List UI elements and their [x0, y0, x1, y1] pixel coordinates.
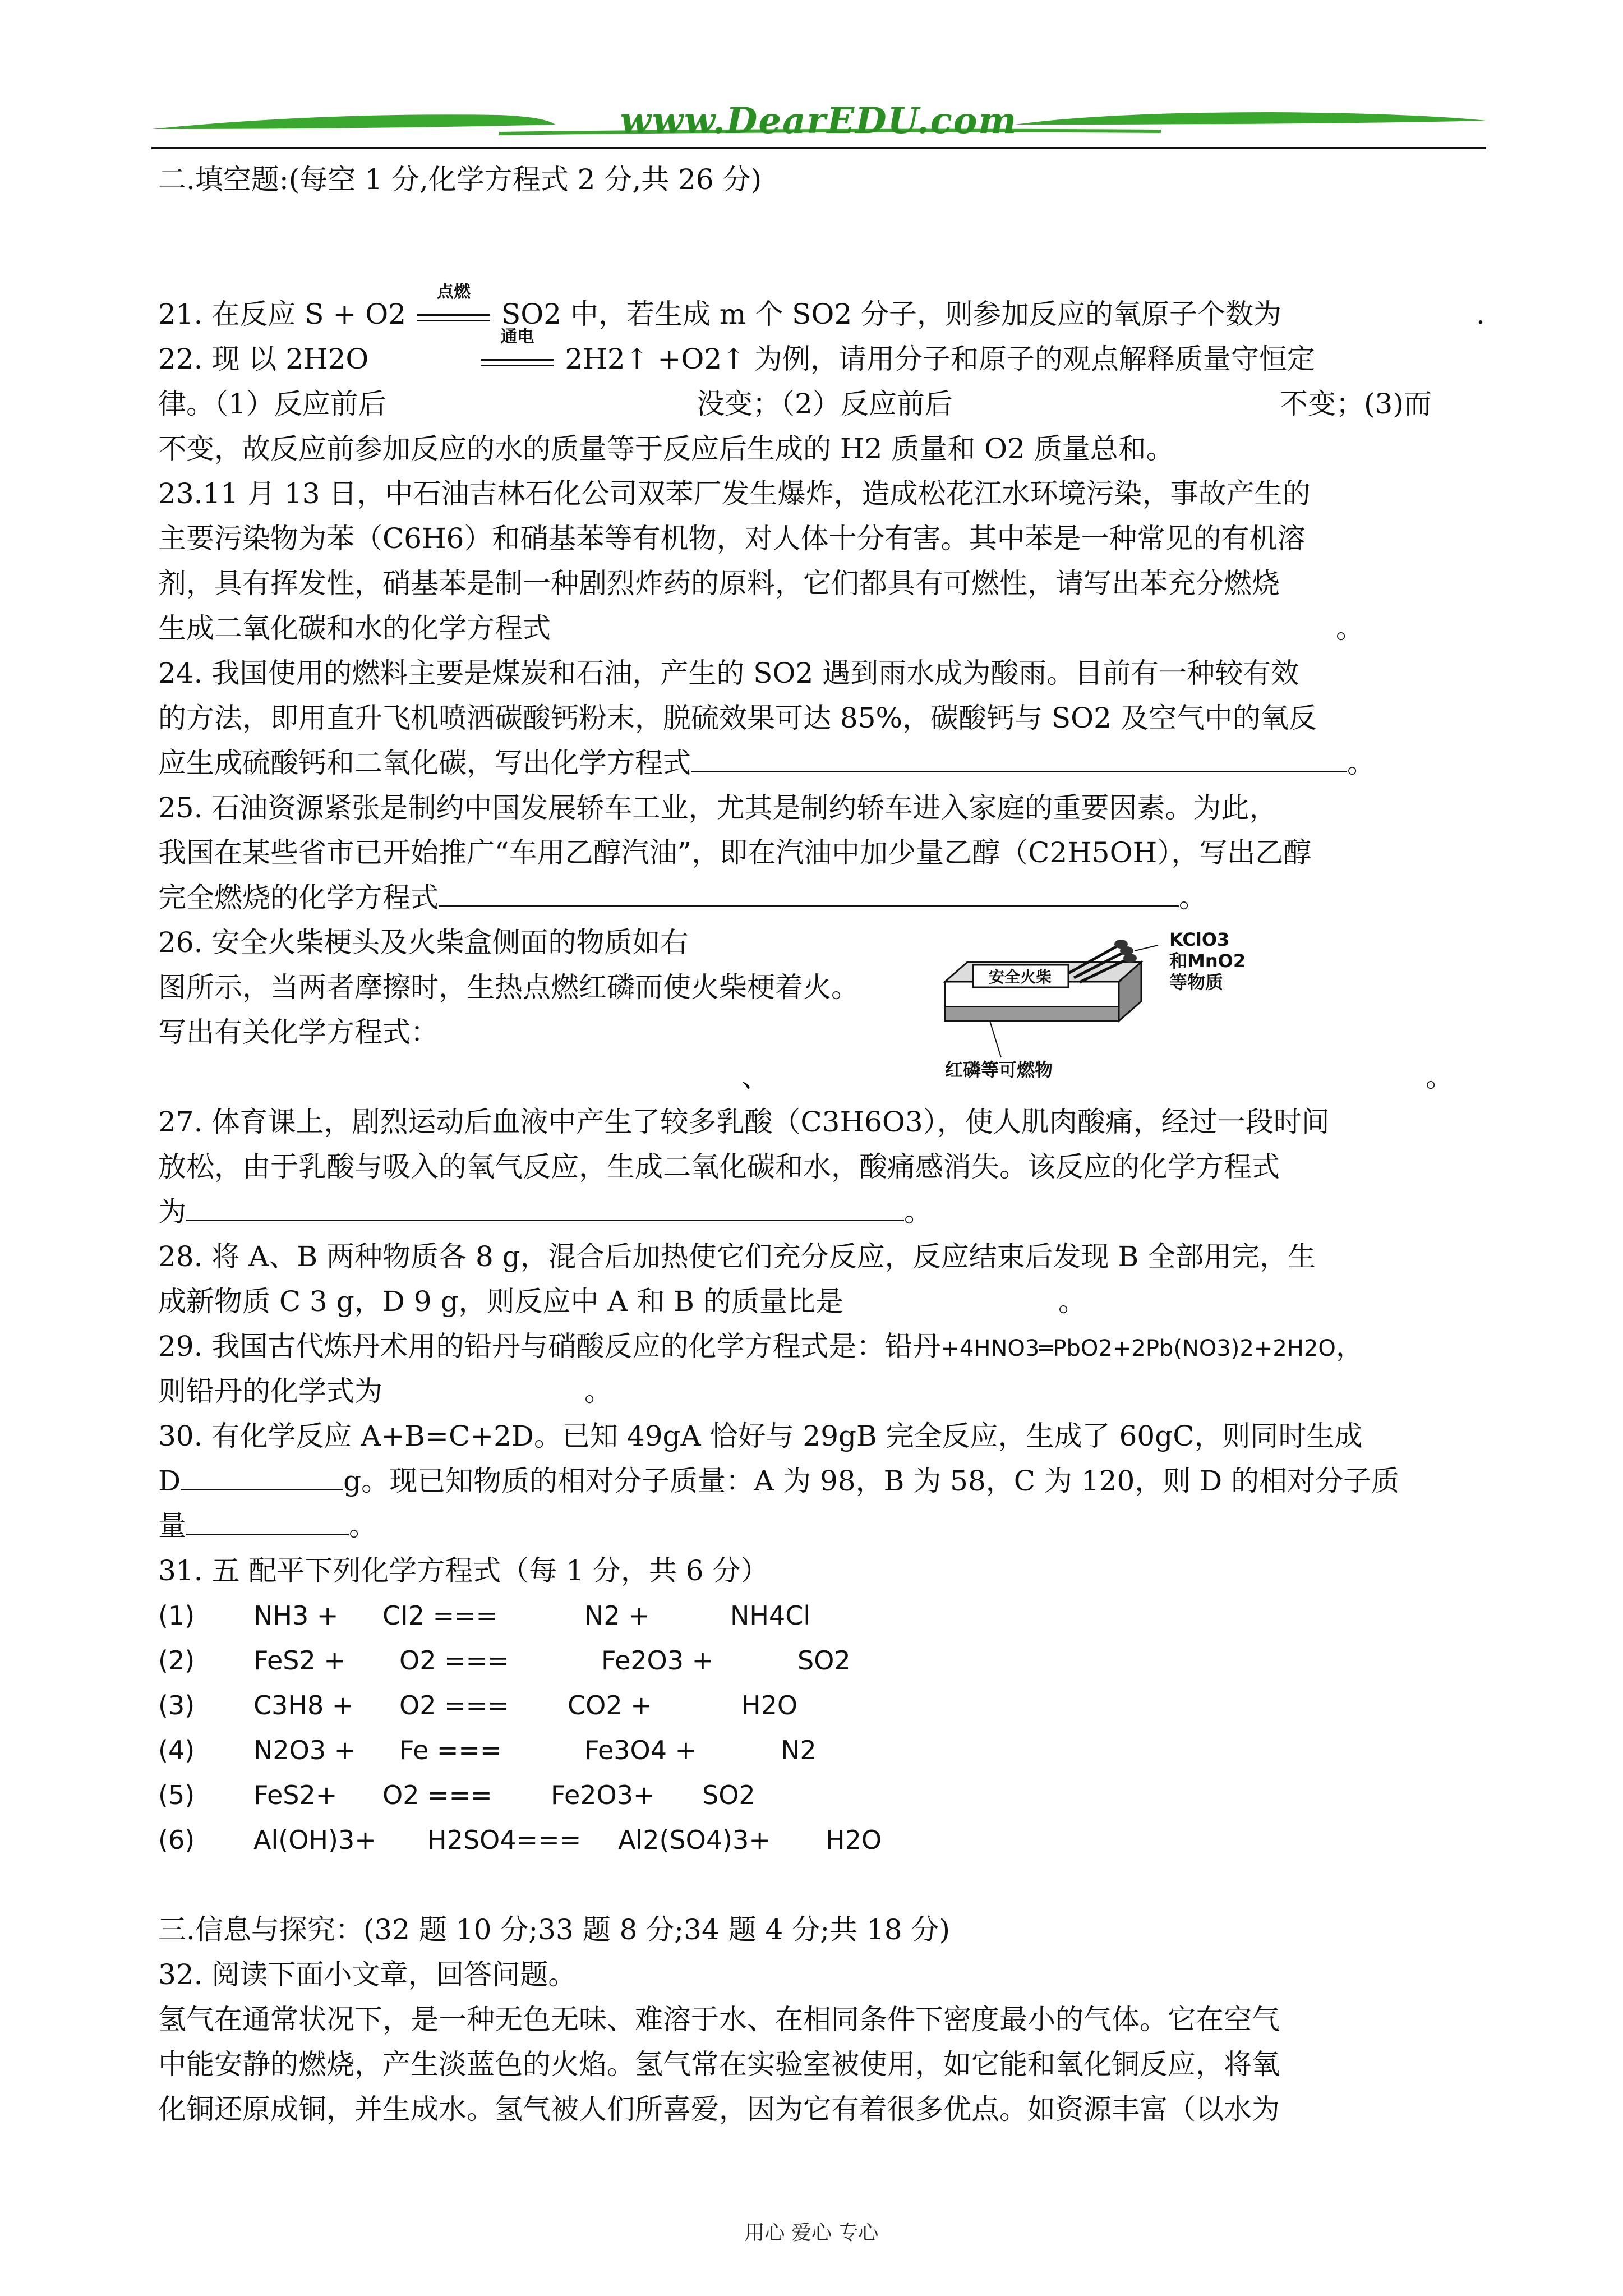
answer-blank[interactable] — [181, 1460, 343, 1490]
condition-electrolysis-icon: 通电 — [475, 344, 559, 378]
matchbox-label: 安全火柴 — [989, 968, 1052, 986]
answer-blank[interactable] — [439, 876, 1179, 907]
question-29-line2: 则铅丹的化学式为 。 — [158, 1375, 612, 1407]
question-30-line1: 30. 有化学反应 A+B=C+2D。已知 49gA 恰好与 29gB 完全反应，生成了 60gC，则同时生成 — [158, 1420, 1363, 1452]
question-30-line3: 量 。 — [158, 1503, 1482, 1548]
equation-row: (4) N2O3 + Fe === Fe3O4 + N2 — [158, 1735, 817, 1765]
label-kclo3: KClO3 — [1169, 929, 1230, 950]
question-24-line2: 的方法，即用直升飞机喷洒碳酸钙粉末，脱硫效果可达 85%，碳酸钙与 SO2 及空气中的氧反 — [158, 702, 1317, 734]
question-25-line3: 完全燃烧的化学方程式 。 — [158, 875, 1482, 920]
question-26-line2: 图所示，当两者摩擦时，生热点燃红磷而使火柴梗着火。 — [158, 971, 859, 1004]
question-23-line4: 生成二氧化碳和水的化学方程式 。 — [158, 612, 1364, 645]
passage-line1: 氢气在通常状况下，是一种无色无味、难溶于水、在相同条件下密度最小的气体。它在空气 — [158, 2003, 1280, 2036]
question-29-line1: 29. 我国古代炼丹术用的铅丹与硝酸反应的化学方程式是：铅丹+4HNO3═PbO2+2Pb(NO3)2+2H2O， — [158, 1330, 1364, 1363]
question-22-line3: 不变，故反应前参加反应的水的质量等于反应后生成的 H2 质量和 O2 质量总和。 — [158, 432, 1174, 465]
question-28-line2: 成新物质 C 3 g，D 9 g，则反应中 A 和 B 的质量比是 。 — [158, 1285, 1086, 1318]
condition-ignite-icon: 点燃 — [412, 300, 496, 333]
document-body — [158, 157, 1485, 2132]
equation-row: (3) C3H8 + O2 === CO2 + H2O — [158, 1690, 798, 1720]
question-25-line2: 我国在某些省市已开始推广“车用乙醇汽油”，即在汽油中加少量乙醇（C2H5OH），写出乙醇 — [158, 836, 1312, 869]
equation-row: (5) FeS2+ O2 === Fe2O3+ SO2 — [158, 1780, 755, 1810]
question-26-line4: 、 。 — [741, 1061, 1454, 1093]
passage-line3: 化铜还原成铜，并生成水。氢气被人们所喜爱，因为它有着很多优点。如资源丰富（以水为 — [158, 2093, 1280, 2125]
answer-blank[interactable] — [186, 1190, 904, 1221]
question-23-line2: 主要污染物为苯（C6H6）和硝基苯等有机物，对人体十分有害。其中苯是一种常见的有机溶 — [158, 522, 1306, 555]
equation-row: (6) Al(OH)3+ H2SO4=== Al2(SO4)3+ H2O — [158, 1825, 882, 1855]
question-24-line3: 应生成硫酸钙和二氧化碳，写出化学方程式 。 — [158, 740, 1482, 785]
question-27-line1: 27. 体育课上，剧烈运动后血液中产生了较多乳酸（C3H6O3），使人肌肉酸痛，经过一段时间 — [158, 1106, 1330, 1138]
question-32: 32. 阅读下面小文章，回答问题。 — [158, 1958, 577, 1991]
matchbox-figure — [934, 928, 1281, 1085]
section-2-title: 二.填空题:(每空 1 分,化学方程式 2 分,共 26 分) — [158, 163, 762, 196]
question-31-title: 31. 五 配平下列化学方程式（每 1 分，共 6 分） — [158, 1554, 769, 1587]
question-23-line3: 剂，具有挥发性，硝基苯是制一种剧烈炸药的原料，它们都具有可燃性，请写出苯充分燃烧 — [158, 567, 1280, 600]
equation-row: (2) FeS2 + O2 === Fe2O3 + SO2 — [158, 1645, 851, 1676]
question-22-line1: 22. 现 以 2H2O 通电 2H2↑ +O2↑ 为例，请用分子和原子的观点解释质量守恒定 — [158, 337, 1482, 381]
passage-line2: 中能安静的燃烧，产生淡蓝色的火焰。氢气常在实验室被使用，如它能和氧化铜反应，将氧 — [158, 2048, 1280, 2081]
question-23-line1: 23.11 月 13 日，中石油吉林石化公司双苯厂发生爆炸，造成松花江水环境污染，事故产生的 — [158, 477, 1311, 510]
footer: 用心 爱心 专心 — [744, 2221, 879, 2244]
question-24-line1: 24. 我国使用的燃料主要是煤炭和石油，产生的 SO2 遇到雨水成为酸雨。目前有一种较有效 — [158, 657, 1299, 689]
label-mno2: 和MnO2 — [1169, 950, 1246, 972]
question-25-line1: 25. 石油资源紧张是制约中国发展轿车工业，尤其是制约轿车进入家庭的重要因素。为此， — [158, 792, 1278, 824]
equation-29: +4HNO3═PbO2+2Pb(NO3)2+2H2O — [940, 1336, 1336, 1361]
section-3-title: 三.信息与探究：(32 题 10 分;33 题 8 分;34 题 4 分;共 18 分) — [158, 1913, 951, 1946]
question-26-line1: 26. 安全火柴梗头及火柴盒侧面的物质如右 — [158, 926, 689, 959]
label-etc: 等物质 — [1169, 972, 1224, 993]
header-rule — [151, 147, 1486, 149]
label-red-phosphorus: 红磷等可燃物 — [945, 1059, 1053, 1080]
question-27-line2: 放松，由于乳酸与吸入的氧气反应，生成二氧化碳和水，酸痛感消失。该反应的化学方程式 — [158, 1151, 1280, 1183]
header-logo — [151, 90, 1486, 154]
question-28-line1: 28. 将 A、B 两种物质各 8 g，混合后加热使它们充分反应，反应结束后发现 B 全部用完，生 — [158, 1240, 1316, 1273]
question-22-line2: 律。（1）反应前后 没变；（2）反应前后 不变；(3)而 — [158, 388, 1432, 420]
question-27-line3: 为 。 — [158, 1189, 1482, 1234]
question-21: 21. 在反应 S + O2 点燃 SO2 中，若生成 m 个 SO2 分子，则参加反应的氧原子个数为 . — [158, 292, 1482, 337]
question-30-line2: D g。现已知物质的相对分子质量：A 为 98，B 为 58，C 为 120，则 D 的相对分子质 — [158, 1458, 1482, 1503]
answer-blank[interactable] — [186, 1504, 349, 1535]
answer-blank[interactable] — [691, 742, 1347, 772]
equation-row: (1) NH3 + CI2 === N2 + NH4Cl — [158, 1600, 811, 1631]
question-26-line3: 写出有关化学方程式： — [158, 1016, 439, 1048]
logo-text: www.DearEDU.com — [620, 100, 1018, 142]
